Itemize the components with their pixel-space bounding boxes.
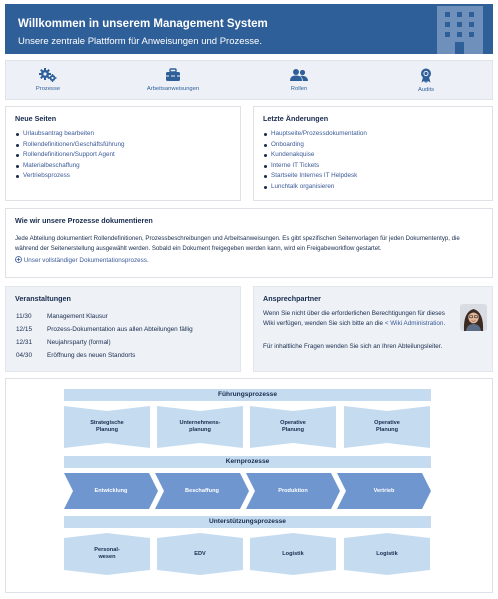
process-edv[interactable] (157, 533, 243, 575)
documentation-panel (5, 208, 493, 278)
hero-banner (5, 4, 493, 54)
process-produktion[interactable] (246, 473, 340, 509)
list-item[interactable]: Interne IT Tickets (264, 161, 367, 172)
list-item[interactable]: Rollendefinitionen/Support Agent (16, 150, 125, 161)
events-panel (5, 286, 241, 372)
process-label: Personal- wesen (94, 547, 120, 560)
process-label: Operative Planung (280, 420, 306, 433)
panel-title: Neue Seiten (15, 114, 57, 123)
event-name: Eröffnung des neuen Standorts (47, 352, 136, 359)
list-item[interactable]: Onboarding (264, 140, 367, 151)
process-label: Vertrieb (373, 487, 395, 494)
nav-label: Arbeitsanweisungen (146, 86, 200, 92)
nav-label: Rollen (290, 86, 308, 92)
list-item[interactable]: Rollendefinitionen/Geschäftsführung (16, 140, 125, 151)
event-date: 12/15 (16, 326, 32, 333)
band-support: Unterstützungsprozesse (64, 516, 431, 528)
nav-label: Prozesse (35, 86, 61, 92)
panel-title: Veranstaltungen (15, 294, 71, 303)
users-icon (290, 68, 308, 82)
last-changes-panel (253, 106, 493, 201)
process-entwicklung[interactable] (64, 473, 158, 509)
toolbox-icon (165, 68, 181, 82)
list-item[interactable]: Hauptseite/Prozessdokumentation (264, 129, 367, 140)
documentation-link[interactable] (15, 256, 149, 264)
nav-arbeitsanweisungen[interactable] (123, 61, 223, 101)
documentation-text: Jede Abteilung dokumentiert Rollendefinitionen, Prozessbeschreibungen und Arbeitsanweisungen. Es gibt spezifischen Seitenvorlagen für jeden Dokumententyp, die während der Seitenerstellung ausgewählt werden. Sobald ein Dokument freigegeben werden kann, wird ein Freigabeworkflow gestartet. (15, 235, 460, 252)
process-strategische-planung[interactable] (64, 406, 150, 448)
panel-title: Ansprechpartner (263, 294, 321, 303)
process-operative-planung-2[interactable] (344, 406, 430, 448)
event-name: Management Klausur (47, 313, 108, 320)
list-item[interactable]: Lunchtalk organisieren (264, 182, 367, 193)
contact-text-after: . (443, 319, 446, 327)
process-label: Logistik (282, 550, 304, 557)
nav-label: Audits (417, 87, 435, 93)
new-pages-panel (5, 106, 241, 201)
process-label: Unternehmens- planung (179, 420, 221, 433)
panel-title: Wie wir unsere Prozesse dokumentieren (15, 216, 153, 225)
nav-prozesse[interactable] (0, 61, 98, 101)
event-name: Neujahrsparty (formal) (47, 339, 111, 346)
new-pages-list (16, 129, 125, 182)
contact-text (263, 309, 455, 328)
award-icon (420, 68, 432, 83)
wiki-admin-link[interactable]: < Wiki Administration (384, 319, 444, 327)
nav-audits[interactable] (376, 61, 476, 101)
quick-nav (5, 60, 493, 100)
list-item[interactable]: Urlaubsantrag bearbeiten (16, 129, 125, 140)
contact-text-before: Wenn Sie nicht über die erforderlichen Berechtigungen für dieses Wiki verfügen, wenden Sie sich bitte an die (263, 310, 445, 327)
list-item[interactable]: Materialbeschaffung (16, 161, 125, 172)
process-logistik-2[interactable] (344, 533, 430, 575)
process-label: Operative Planung (374, 420, 400, 433)
event-date: 12/31 (16, 339, 32, 346)
avatar (460, 304, 487, 331)
process-personalwesen[interactable] (64, 533, 150, 575)
process-label: EDV (194, 550, 206, 557)
nav-rollen[interactable] (249, 61, 349, 101)
process-vertrieb[interactable] (337, 473, 431, 509)
building-icon (437, 4, 483, 54)
process-map (5, 378, 493, 593)
event-date: 11/30 (16, 313, 32, 320)
process-label: Logistik (376, 550, 398, 557)
process-label: Strategische Planung (90, 420, 124, 433)
event-name: Prozess-Dokumentation aus allen Abteilungen fällig (47, 326, 193, 333)
process-label: Produktion (278, 487, 308, 494)
list-item[interactable]: Kundenakquise (264, 150, 367, 161)
band-management: Führungsprozesse (64, 389, 431, 401)
band-core: Kernprozesse (64, 456, 431, 468)
plus-circle-icon (15, 256, 22, 263)
process-beschaffung[interactable] (155, 473, 249, 509)
contact-text-2: Für inhaltliche Fragen wenden Sie sich an Ihren Abteilungsleiter. (263, 343, 443, 350)
contact-panel (253, 286, 493, 372)
event-date: 04/30 (16, 352, 32, 359)
process-logistik[interactable] (250, 533, 336, 575)
process-unternehmensplanung[interactable] (157, 406, 243, 448)
panel-title: Letzte Änderungen (263, 114, 329, 123)
gears-icon (39, 68, 57, 82)
process-operative-planung[interactable] (250, 406, 336, 448)
documentation-link-label: Unser vollständiger Dokumentationsprozess. (23, 257, 149, 264)
list-item[interactable]: Startseite Internes IT Helpdesk (264, 171, 367, 182)
banner-subtitle: Unsere zentrale Plattform für Anweisungen und Prozesse. (18, 36, 262, 47)
process-label: Entwicklung (94, 487, 128, 494)
list-item[interactable]: Vertriebsprozess (16, 171, 125, 182)
last-changes-list (264, 129, 367, 192)
process-label: Beschaffung (185, 487, 219, 494)
banner-title: Willkommen in unserem Management System (18, 18, 268, 30)
